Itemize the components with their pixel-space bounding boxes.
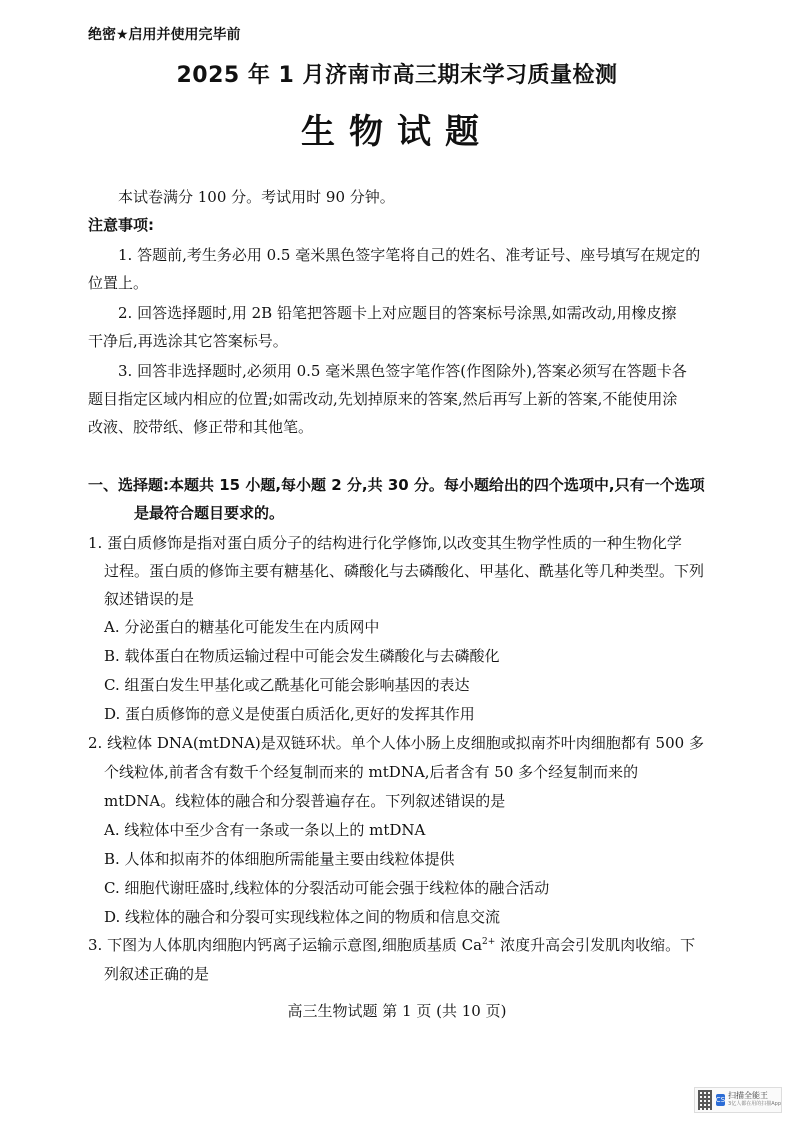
cs-logo-icon: CS (715, 1096, 726, 1104)
confidential-label: 绝密★启用并使用完毕前 (88, 27, 241, 43)
question-2-line-1: 2. 线粒体 DNA(mtDNA)是双链环状。单个人体小肠上皮细胞或拟南芥叶肉细胞都有 500 多 (88, 734, 704, 752)
question-1-option-d: D. 蛋白质修饰的意义是使蛋白质活化,更好的发挥其作用 (104, 705, 475, 723)
question-1-line-2: 过程。蛋白质的修饰主要有糖基化、磷酸化与去磷酸化、甲基化、酰基化等几种类型。下列 (104, 562, 705, 580)
notice-2-line-1: 2. 回答选择题时,用 2B 铅笔把答题卡上对应题目的答案标号涂黑,如需改动,用橡皮擦 (118, 304, 677, 322)
question-2-option-a: A. 线粒体中至少含有一条或一条以上的 mtDNA (104, 821, 426, 839)
watermark-subtitle: 3亿人都在用的扫描App (728, 1101, 781, 1107)
watermark-name: 扫描全能王 (728, 1091, 769, 1100)
section-heading-line-2: 是最符合题目要求的。 (134, 504, 285, 522)
question-2-line-2: 个线粒体,前者含有数千个经复制而来的 mtDNA,后者含有 50 多个经复制而来的 (104, 763, 639, 781)
question-3-line-1-tail: 浓度升高会引发肌肉收缩。下 (495, 936, 696, 954)
question-1-option-a: A. 分泌蛋白的糖基化可能发生在内质网中 (104, 618, 380, 636)
page-footer: 高三生物试题 第 1 页 (共 10 页) (287, 1002, 507, 1020)
notice-3-line-1: 3. 回答非选择题时,必须用 0.5 毫米黑色签字笔作答(作图除外),答案必须写在答题卡各 (118, 362, 687, 380)
question-2-option-c: C. 细胞代谢旺盛时,线粒体的分裂活动可能会强于线粒体的融合活动 (104, 879, 550, 897)
superscript-charge: 2+ (482, 937, 496, 947)
notice-3-line-3: 改液、胶带纸、修正带和其他笔。 (88, 418, 314, 436)
question-2-option-b: B. 人体和拟南芥的体细胞所需能量主要由线粒体提供 (104, 850, 455, 868)
question-1-option-b: B. 载体蛋白在物质运输过程中可能会发生磷酸化与去磷酸化 (104, 647, 500, 665)
notice-2-line-2: 干净后,再选涂其它答案标号。 (88, 332, 288, 350)
subject-title: 生物试题 (301, 112, 493, 152)
score-time-line: 本试卷满分 100 分。考试用时 90 分钟。 (118, 188, 395, 206)
scanner-watermark (694, 1087, 782, 1113)
question-1-line-3: 叙述错误的是 (104, 590, 195, 608)
notice-1-line-2: 位置上。 (88, 274, 149, 292)
question-3-line-1-text: 3. 下图为人体肌肉细胞内钙离子运输示意图,细胞质基质 Ca (88, 936, 483, 954)
question-3-line-2: 列叙述正确的是 (104, 965, 210, 983)
watermark-text (728, 1091, 781, 1109)
notice-heading: 注意事项: (88, 216, 154, 234)
question-3-line-1 (88, 934, 695, 955)
question-2-line-3: mtDNA。线粒体的融合和分裂普遍存在。下列叙述错误的是 (104, 792, 506, 810)
notice-3-line-2: 题目指定区域内相应的位置;如需改动,先划掉原来的答案,然后再写上新的答案,不能使用涂 (88, 390, 678, 408)
question-2-option-d: D. 线粒体的融合和分裂可实现线粒体之间的物质和信息交流 (104, 908, 501, 926)
section-heading-line-1: 一、选择题:本题共 15 小题,每小题 2 分,共 30 分。每小题给出的四个选项中,只有一个选项 (88, 476, 705, 494)
qr-code-icon (698, 1090, 712, 1110)
notice-1-line-1: 1. 答题前,考生务必用 0.5 毫米黑色签字笔将自己的姓名、准考证号、座号填写在规定的 (118, 246, 701, 264)
question-1-line-1: 1. 蛋白质修饰是指对蛋白质分子的结构进行化学修饰,以改变其生物学性质的一种生物化学 (88, 534, 682, 552)
question-1-option-c: C. 组蛋白发生甲基化或乙酰基化可能会影响基因的表达 (104, 676, 470, 694)
exam-title: 2025 年 1 月济南市高三期末学习质量检测 (176, 63, 618, 88)
